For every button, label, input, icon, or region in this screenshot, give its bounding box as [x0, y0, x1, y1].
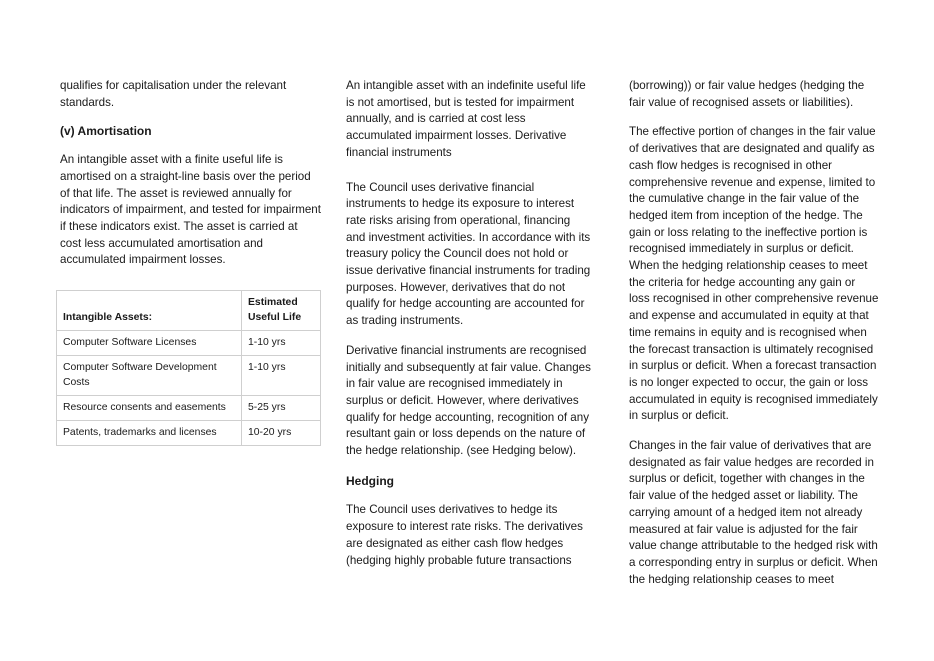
- table-row: [57, 396, 321, 421]
- hedge-types-paragraph: (borrowing)) or fair value hedges (hedging the fair value of recognised assets or liabilities).: [629, 79, 865, 109]
- column-1: [60, 78, 322, 269]
- useful-life-cell: 1-10 yrs: [242, 331, 321, 356]
- asset-name-cell: Computer Software Development Costs: [57, 356, 242, 396]
- asset-name-cell: Resource consents and easements: [57, 396, 242, 421]
- table-header-row: [57, 291, 321, 331]
- useful-life-cell: 1-10 yrs: [242, 356, 321, 396]
- hedging-heading: Hedging: [346, 473, 394, 488]
- header-intangible-assets: Intangible Assets:: [57, 291, 242, 331]
- hedging-paragraph: The Council uses derivatives to hedge its exposure to interest rate risks. The derivatives are designated as either cash flow hedges (hedging highly probable future transactions: [346, 503, 583, 567]
- intro-paragraph: qualifies for capitalisation under the relevant standards.: [60, 79, 287, 109]
- asset-name-cell: Patents, trademarks and licenses: [57, 421, 242, 446]
- header-estimated-useful-life: Estimated Useful Life: [242, 291, 321, 331]
- useful-life-cell: 5-25 yrs: [242, 396, 321, 421]
- table-row: [57, 356, 321, 396]
- table-row: [57, 421, 321, 446]
- indefinite-life-paragraph: An intangible asset with an indefinite useful life is not amortised, but is tested for impairment annually, and is carried at cost less accumulated impairment losses. Derivative financial instruments: [346, 79, 586, 159]
- column-2: [346, 78, 592, 569]
- column-3: [629, 78, 879, 588]
- derivatives-policy-paragraph: The Council uses derivative financial instruments to hedge its exposure to interest rate risks arising from operational, financing and investment activities. In accordance with its treasury policy the Council does not hold or issue derivative financial instruments for trading purposes. However, derivatives that do not qualify for hedge accounting are accounted for as trading instruments.: [346, 180, 591, 328]
- amortisation-paragraph: An intangible asset with a finite useful life is amortised on a straight-line basis over the period of that life. The asset is reviewed annually for indicators of impairment, and tested for impairment if these indicators exist. The asset is carried at cost less accumulated amortisation and accumulated impairment losses.: [60, 153, 321, 267]
- asset-name-cell: Computer Software Licenses: [57, 331, 242, 356]
- useful-life-cell: 10-20 yrs: [242, 421, 321, 446]
- table-row: [57, 331, 321, 356]
- cash-flow-hedge-paragraph: The effective portion of changes in the fair value of derivatives that are designated and qualify as cash flow hedges is recognised in other comprehensive revenue and expense, limited to the cumulative change in the fair value of the hedged item from inception of the hedge. The gain or loss relating to the ineffective portion is recognised immediately in surplus or deficit. When the hedging relationship ceases to meet the criteria for hedge accounting any gain or loss recognised in other comprehensive revenue and expense and accumulated in equity at that time remains in equity and is recognised when the forecast transaction is ultimately recognised in surplus or deficit. When a forecast transaction is no longer expected to occur, the gain or loss accumulated in equity is recognised immediately in surplus or deficit.: [629, 125, 879, 423]
- amortisation-heading: (v) Amortisation: [60, 124, 152, 139]
- derivatives-recognition-paragraph: Derivative financial instruments are recognised initially and subsequently at fair value. Changes in fair value are recognised immediately in surplus or deficit. However, where derivatives qualify for hedge accounting, recognition of any resultant gain or loss depends on the nature of the hedge relationship. (see Hedging below).: [346, 343, 591, 458]
- fair-value-hedge-paragraph: Changes in the fair value of derivatives that are designated as fair value hedges are recorded in surplus or deficit, together with changes in the fair value of the hedged asset or liability. The carrying amount of a hedged item not already measured at fair value is adjusted for the fair value change attributable to the hedged risk with a corresponding entry in surplus or deficit. When the hedging relationship ceases to meet: [629, 439, 878, 586]
- intangible-assets-table: [56, 290, 321, 446]
